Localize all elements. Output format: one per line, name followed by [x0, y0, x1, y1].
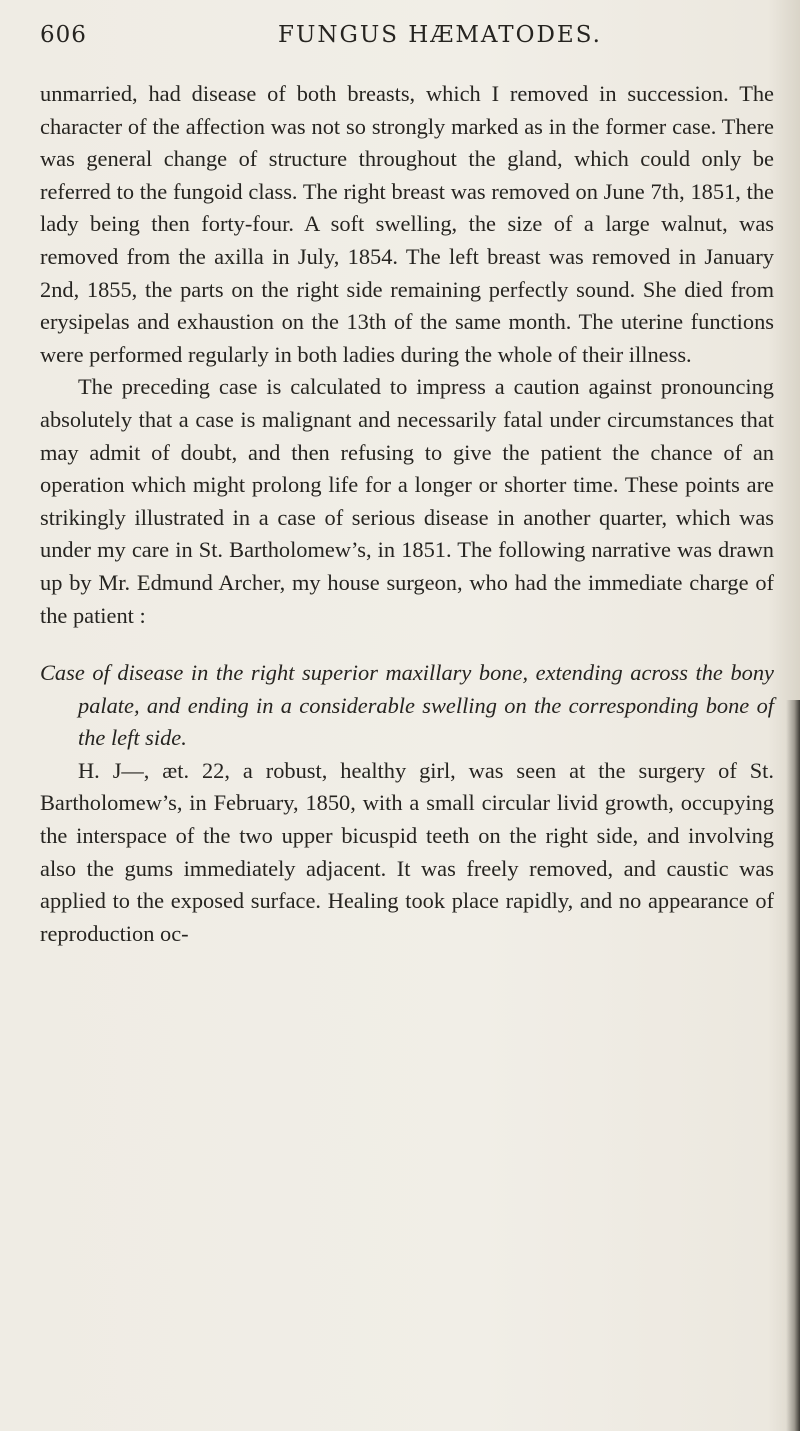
body-text [40, 78, 774, 950]
page-edge-shadow [786, 700, 800, 1431]
page-number: 606 [40, 22, 87, 48]
running-head: FUNGUS HÆMATODES. [278, 22, 602, 48]
paragraph-continued: unmarried, had disease of both breasts, which I removed in succession. The character of the affection was not so strongly marked as in the former case. There was general change of structure throughout the gland, which could only be referred to the fungoid class. The right breast was removed on June 7th, 1851, the lady being then forty-four. A soft swelling, the size of a large walnut, was removed from the axilla in July, 1854. The left breast was removed in January 2nd, 1855, the parts on the right side remaining perfectly sound. She died from erysipelas and exhaustion on the 13th of the same month. The uterine functions were performed regularly in both ladies during the whole of their illness. [40, 81, 774, 367]
paragraph-case-report: H. J—, æt. 22, a robust, healthy girl, was seen at the surgery of St. Bartholomew’s, in February, 1850, with a small circular livid growth, occupying the interspace of the two upper bicuspid teeth on the right side, and involving also the gums immediately adjacent. It was freely removed, and caustic was applied to the exposed surface. Healing took place rapidly, and no appearance of reproduction oc- [40, 757, 774, 946]
case-heading: Case of disease in the right superior maxillary bone, extending across the bony palate, and ending in a considerable swelling on the corresponding bone of the left side. [40, 660, 774, 751]
paragraph-preceding-case: The preceding case is calculated to impress a caution against pronouncing absolutely that a case is malignant and necessarily fatal under circumstances that may admit of doubt, and then refusing to give the patient the chance of an operation which might prolong life for a longer or shorter time. These points are strikingly illustrated in a case of serious disease in another quarter, which was under my care in St. Bartholomew’s, in 1851. The following narrative was drawn up by Mr. Edmund Archer, my house surgeon, who had the immediate charge of the patient : [40, 374, 774, 628]
page-header [40, 22, 780, 62]
